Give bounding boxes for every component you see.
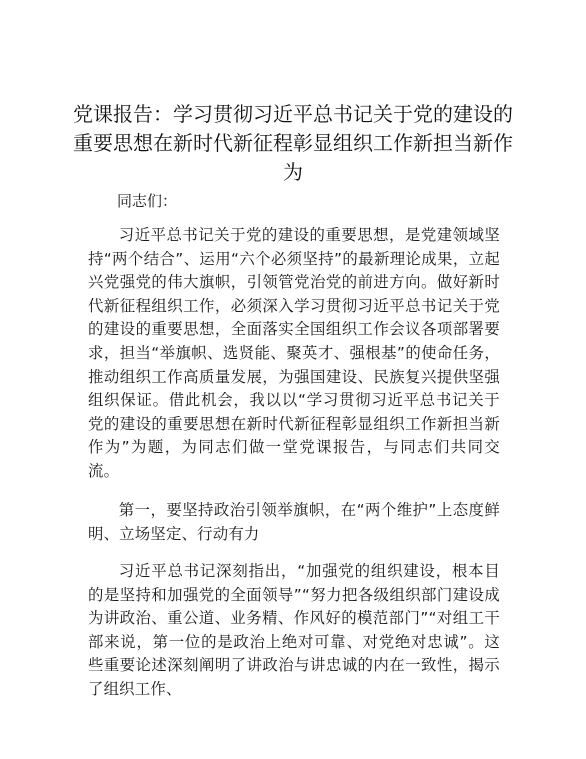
section-heading-first: 第一，要坚持政治引领举旗帜，在“两个维护”上态度鲜明、立场坚定、行动有力 xyxy=(88,501,500,543)
salutation: 同志们： xyxy=(117,192,178,210)
paragraph-intro: 习近平总书记关于党的建设的重要思想，是党建领域坚持“两个结合”、运用“六个必须坚持”的最新理论成果，立起兴党强党的伟大旗帜，引领管党治党的前进方向。做好新时代新征程组织工作，必须深入学习贯彻习近平总书记关于党的建设的重要思想，全面落实全国组织工作会议各项部署要求，担当“举旗帜、选贤能、聚英才、强根基”的使命任务，推动组织工作高质量发展，为强国建设、民族复兴提供坚强组织保证。借此机会，我以以“学习贯彻习近平总书记关于党的建设的重要思想在新时代新征程彰显组织工作新担当新作为”为题，为同志们做一堂党课报告，与同志们共同交流。 xyxy=(88,226,500,480)
paragraph-first-section: 习近平总书记深刻指出，“加强党的组织建设，根本目的是坚持和加强党的全面领导”“努力把各级组织部门建设成为讲政治、重公道、业务精、作风好的模范部门”“对组工干部来说，第一位的是政治上绝对可靠、对党绝对忠诚”。这些重要论述深刻阐明了讲政治与讲忠诚的内在一致性，揭示了组织工作、 xyxy=(88,562,500,698)
document-title: 党课报告：学习贯彻习近平总书记关于党的建设的重要思想在新时代新征程彰显组织工作新担当新作为 xyxy=(73,102,513,184)
